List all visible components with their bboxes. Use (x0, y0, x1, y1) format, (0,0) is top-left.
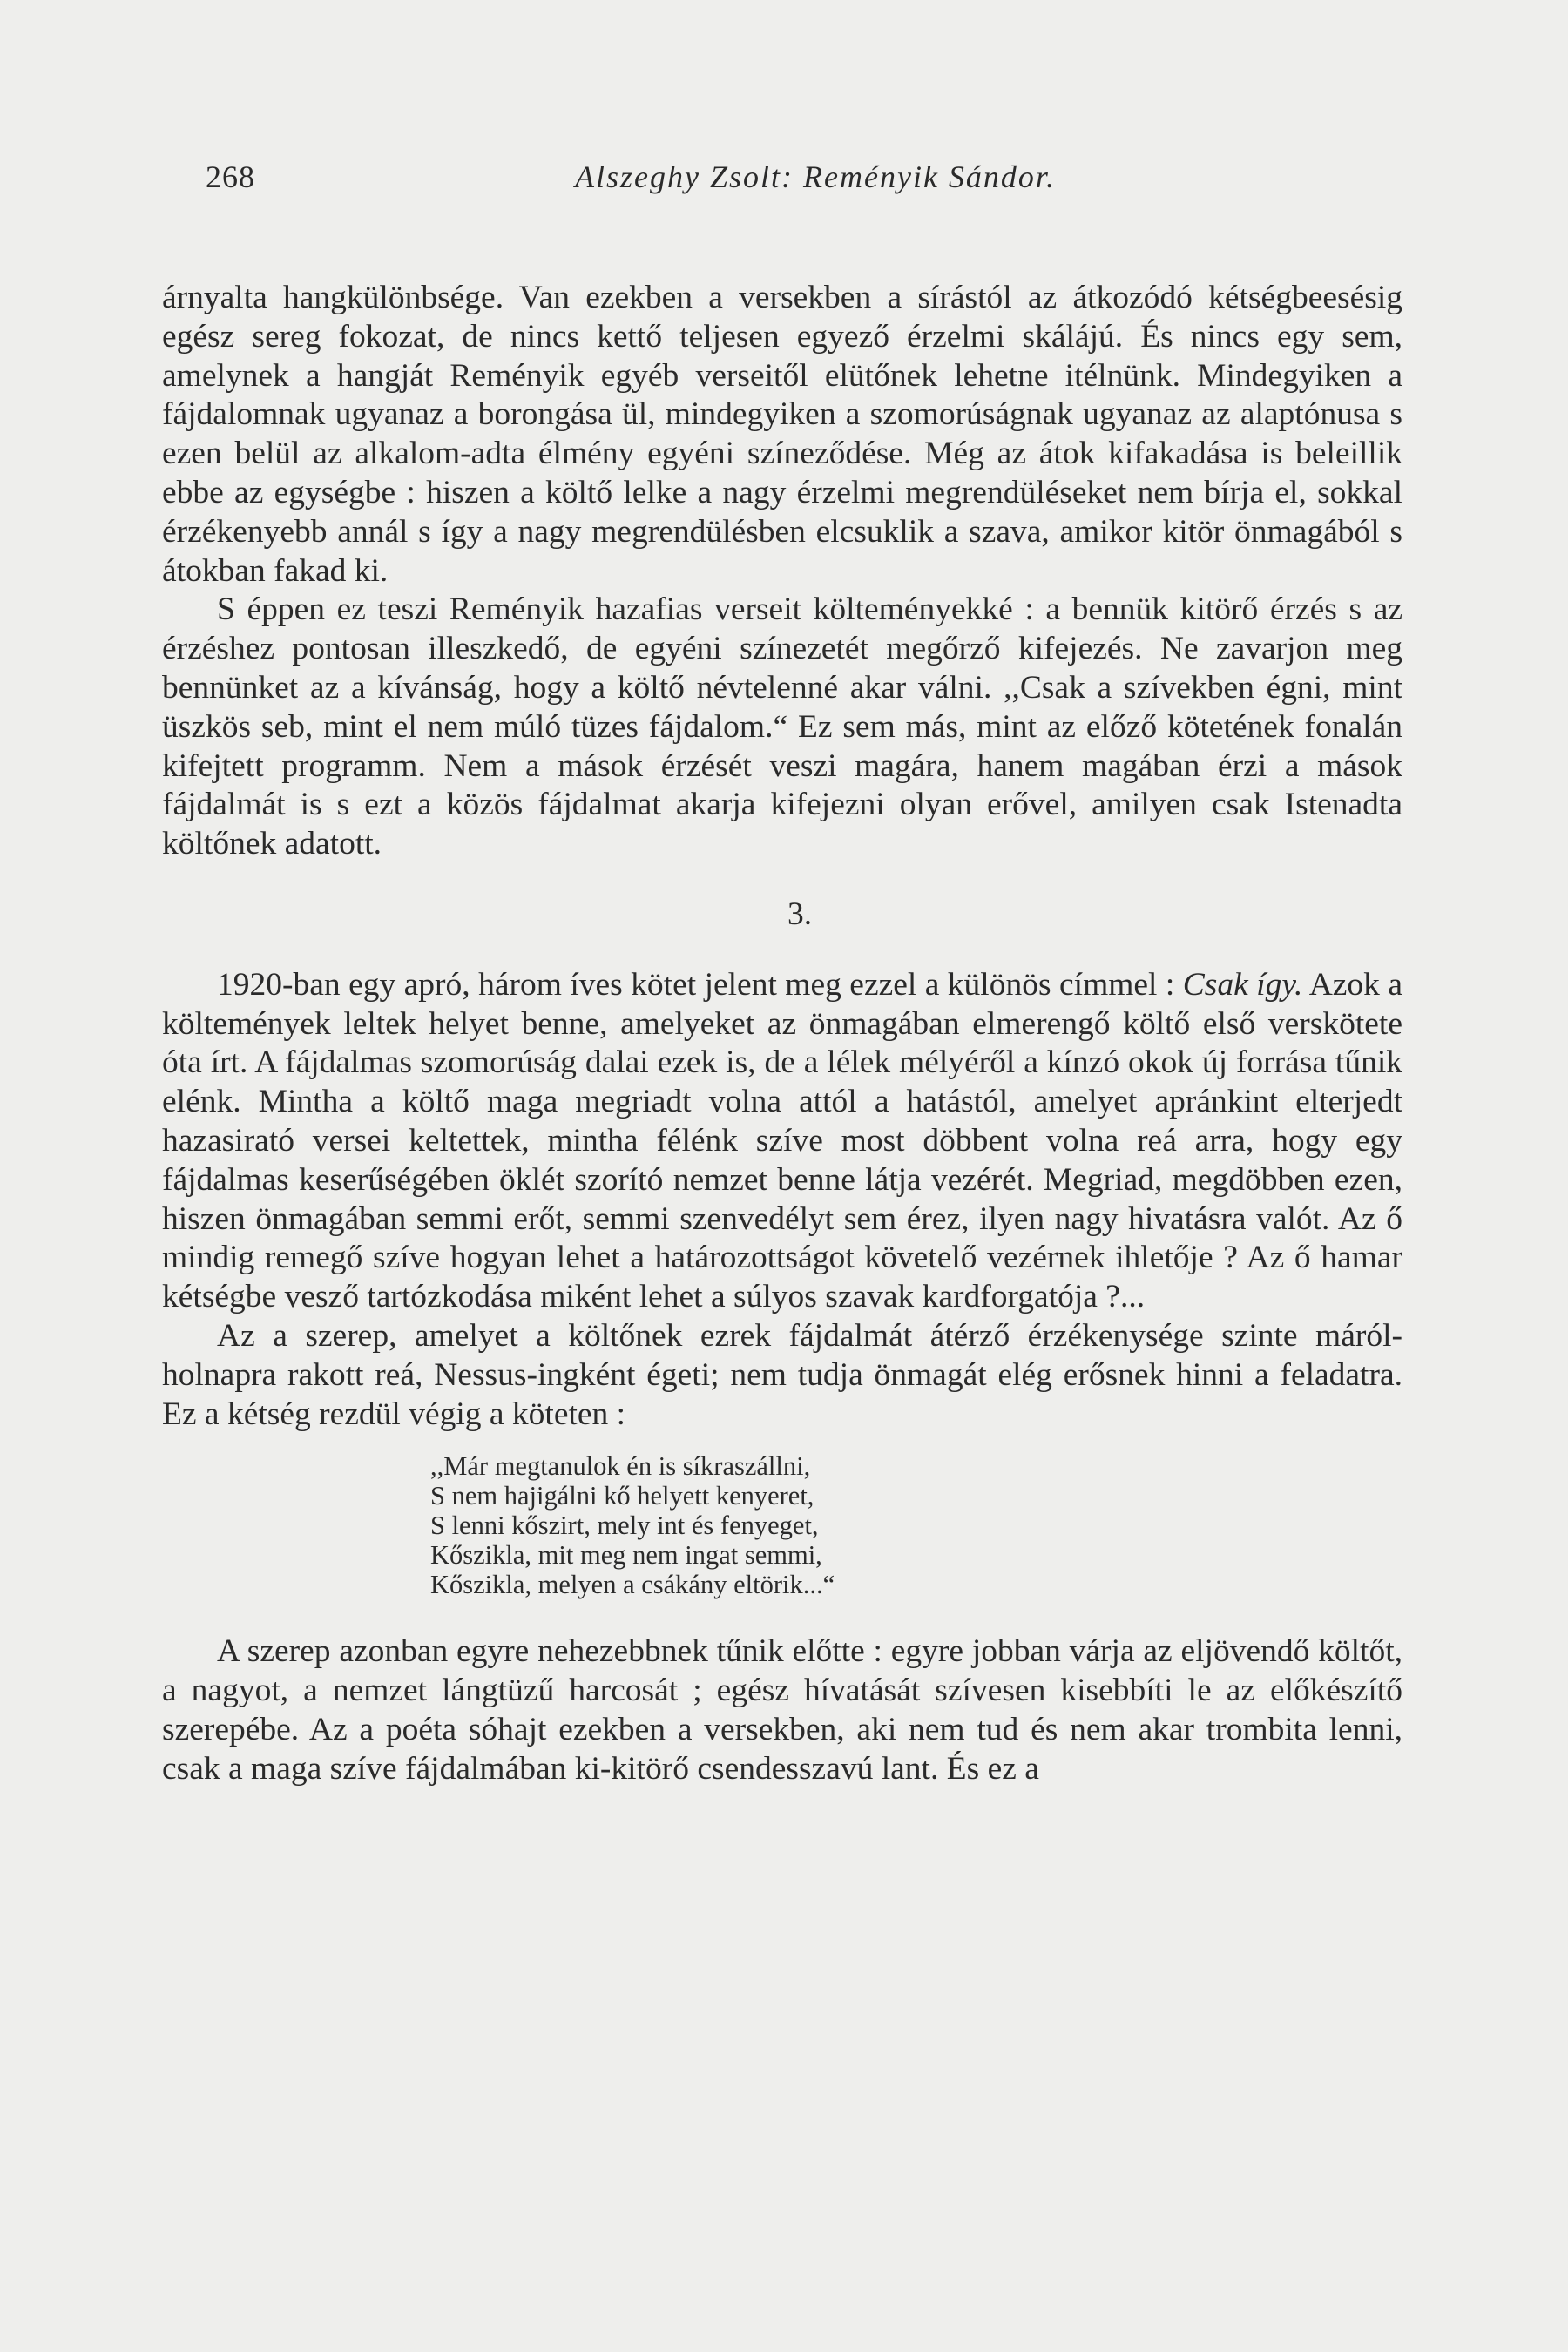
poem-line: S lenni kőszirt, mely int és fenyeget, (430, 1511, 819, 1541)
running-head: Alszeghy Zsolt: Reményik Sándor. (575, 159, 1056, 194)
paragraph-2: S éppen ez teszi Reményik hazafias verseit költeményekké : a bennük kitörő érzés s az érzéshez pontosan illeszkedő, de egyéni színezetét megőrző kifejezés. Ne zavarjon meg bennünket az a kívánság, hogy a költő névtelenné akar válni. ,,Csak a szívekben égni, mint üszkös seb, mint el nem múló tüzes fájdalom.“ Ez sem más, mint az előző kötetének fonalán kifejtett programm. Nem a mások érzését veszi magára, hanem magában érzi a mások fájdalmát is s ezt a közös fájdalmat akarja kifejezni olyan erővel, amilyen csak Istenadta költőnek adatott. (162, 591, 1402, 862)
paragraph-1: árnyalta hangkülönbsége. Van ezekben a versekben a sírástól az átkozódó kétségbeesésig egész sereg fokozat, de nincs kettő teljesen egyező érzelmi skálájú. És nincs egy sem, amelynek a hangját Reményik egyéb verseitől elütőnek lehetne itélnünk. Mindegyiken a fájdalomnak ugyanaz a borongása ül, mindegyiken a szomorúságnak ugyanaz az alaptónusa s ezen belül az alkalom-adta élmény egyéni színeződése. Még az átok kifakadása is beleillik ebbe az egységbe : hiszen a költő lelke a nagy érzelmi megrendüléseket nem bírja el, sokkal érzékenyebb annál s így a nagy megrendülésben elcsuklik a szava, amikor kitör önmagából s átokban fakad ki. (162, 280, 1402, 589)
paragraph-3-before-title: 1920-ban egy apró, három íves kötet jelent meg ezzel a különös címmel : (217, 966, 1183, 1003)
section-number: 3. (787, 896, 813, 932)
poem-line: Kőszikla, melyen a csákány eltörik...“ (430, 1570, 835, 1600)
poem-line: S nem hajigálni kő helyett kenyeret, (430, 1481, 814, 1511)
page-number: 268 (206, 159, 255, 194)
paragraph-4: Az a szerep, amelyet a költőnek ezrek fájdalmát átérző érzékenysége szinte máról-holnapra rakott reá, Nessus-ingként égeti; nem tudja önmagát elég erősnek hinni a feladatra. Ez a kétség rezdül végig a köteten : (162, 1317, 1402, 1432)
page-header (206, 159, 1390, 202)
poem-quote (430, 1451, 1402, 1599)
body-text (162, 279, 1402, 1789)
paragraph-3 (162, 966, 1402, 1317)
paragraph-5: A szerep azonban egyre nehezebbnek tűnik előtte : egyre jobban várja az eljövendő költőt, a nagyot, a nemzet lángtüzű harcosát ; egész hívatását szívesen kisebbíti le az előkészítő szerepébe. Az a poéta sóhajt ezekben a versekben, aki nem tud és nem akar trombita lenni, csak a maga szíve fájdalmában ki-kitörő csendesszavú lant. És ez a (162, 1633, 1402, 1787)
poem-line: ,,Már megtanulok én is síkraszállni, (430, 1451, 811, 1482)
book-title: Csak így. (1182, 966, 1303, 1003)
poem-line: Kőszikla, mit meg nem ingat semmi, (430, 1540, 822, 1571)
paragraph-3-after-title: Azok a költemények leltek helyet benne, amelyeket az önmagában elmerengő költő első verskötete óta írt. A fájdalmas szomorúság dalai ezek is, de a lélek mélyéről a kínzó okok új forrása tűnik elénk. Mintha a költő maga megriadt volna attól a hatástól, amelyet apránkint elterjedt hazasirató versei keltettek, mintha félénk szíve most döbbent volna reá arra, hogy egy fájdalmas keserűségében öklét szorító nemzet benne látja vezérét. Megriad, megdöbben ezen, hiszen önmagában semmi erőt, semmi szenvedélyt sem érez, ilyen nagy hivatásra valót. Az ő mindig remegő szíve hogyan lehet a határozottságot követelő vezérnek ihletője ? Az ő hamar kétségbe vesző tartózkodása miként lehet a súlyos szavak kardforgatója ?... (162, 966, 1402, 1315)
